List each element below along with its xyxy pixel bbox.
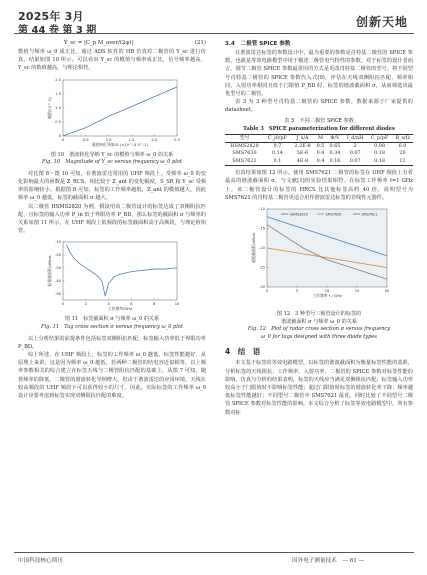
y-tick-label: 0.5 [55,119,61,124]
series-line-0 [63,87,177,136]
x-tick-label: 1.0 [105,137,112,142]
legend-label: SMS7630 [325,212,342,217]
x-tick-label: 10 [174,302,180,307]
table-cell: 0.14 [271,150,283,157]
right-column [225,38,413,417]
x-tick-label: 2.0 [151,137,158,142]
x-axis-label: 工作频率 f / GHz [312,293,342,299]
x-tick-label: 8 [153,302,156,307]
y-tick-label: -40 [55,279,61,284]
figure-11-caption-en: Fig. 11 Tag cross section σ versus frequency ω_0 plot [40,324,184,331]
paragraph: 综上所述，在 UHF 频段上，标签的工作频率 ω_0 越低，标签性能越好。从原理上来讲，这是因为频率 ω_0 越低，若两种二极管的结电容近似相等，以上频率参数相关的综合建立在标签天线与二极管阻抗匹配的基础上。从图 7 可知，随着频率的降低，二极管的谐波转化导纳增大，但由于谐波雷达的应用环境，天线在较高频段的 UHF 频段下可以获得较小的尺寸。因此，实际标签的工作频率 ω_0 设计应要考虑到标签实现双侧阻抗匹配的难度。 [18,352,206,400]
plot-frame [63,242,177,300]
paragraph: 在谐波雷达标签的参数设计中，最为重要的参数是肖特基二极管的 SPICE 参数，也就是等效电路模型中用于描述二极管电气特性的参数。对于标签的设计者而言，调节二极管 SPICE 参数最常用的方式是更改肖特基二极管的型号。将不同型号肖特基二极管的 SPICE 参数代入式(9)，评估在天线双侧阻抗匹配、频率相同，入射功率相同且低于门限值 P_BD 时，标签的谐波截面积 σ，从而筛选出最优型号的二极管。 [225,50,413,98]
section-heading-3-4: 3.4 二极管 SPICE 参数 [225,41,291,47]
y-axis-label: 谐波截面积/dBsm [251,232,256,264]
paragraph: 对比图 8～图 10 可知，在谐波雷达常用的 UHF 频段上，受频率 ω_0 的变化影响最大的函数是 Z_RCS，相比较于 Z_ant 的变化幅度，S_SR 和 Y_sc 受频率的影响较小。根据图 8 可知，标签的工作频率越低，Z_ant 的模值越大，因此频率 ω_0 越低，标签的截面积 σ 越大。 [18,170,206,202]
table-header-cell: R_s/Ω [395,134,410,141]
plot-frame [63,80,177,136]
table-cell: 0.5 [316,143,325,150]
paragraph: 以上分析结果的前提条件包括标签双侧阻抗匹配、标签输入功率低于界限功率 P_BD。 [18,335,206,350]
figure-10-caption-en: Fig. 10 Magnitude of Y_sc versus frequency ω_0 plot [42,159,182,166]
table-header-cell: J_s/A [296,134,309,141]
x-tick-label: 1.5 [128,137,135,142]
legend-label: SMS7621 [361,212,378,217]
x-tick-label: 5 [295,289,299,294]
footer-journal-tag: 中国科技核心期刊 [18,558,63,564]
x-tick-label: 10 [324,289,330,294]
paragraph: 数值与频率 ω_0 成正比。通过 ADS 软件的 HB 仿真对二极管的 Y_sc 进行仿真，结果如图 10 所示。可以看出 Y_sc 的模值与频率成正比，信号频率越高，Y_sc 的数值越高，与理论相符。 [18,49,206,72]
table-cell: 0.34 [329,150,341,157]
y-tick-label: -20 [259,246,265,251]
formula-text: Y_sc = |C_p M_aver/(2φ)| [64,40,134,46]
y-tick-label: -15 [259,226,265,231]
table-3 [225,134,413,167]
table-3-title-en: Table 3 SPICE parameterization for different diodes [243,125,395,132]
left-column [18,38,206,400]
figure-11 [18,238,206,314]
table-cell: 4E-8 [296,157,309,164]
paragraph: 本文基于标签的等效电路模型，以标签的谐波截面积为衡量标签性能的基准，分析标签的天线阻抗、工作频率、入射功率、二极管的 SPICE 参数对标签性能的影响。仿真与分析的结果表明，标签的天线应当满足双侧阻抗匹配；标签输入功率较高小于门限值时不影响标签性能；超过门限值时标签的谐波转化率下降；频率越低标签性能越好；不同型号二极管中 SMS7621 最优。同时比较了不同型号二极管 SPICE 参数对标签性能的影响。本文综合分析了标签等效电路模型中，所有参数对标 [225,360,413,416]
x-tick-label: 4 [107,302,110,307]
table-cell: 0.4 [316,150,325,157]
table-cell: 0.16 [329,157,341,164]
table-cell: 0.65 [329,143,341,150]
table-cell: 0.08 [374,143,385,150]
table-row [225,143,413,151]
y-axis-label: 标签截面积/dBsm [47,255,52,287]
table-cell: 6.0 [398,143,407,150]
y-tick-label: -10 [259,207,265,212]
footer-journal-page: 国外电子测量技术 — 61 — [292,558,365,564]
table-3-title-cn: 表 3 不同二极管 SPICE 参数 [284,117,354,124]
volume-number: 第 44 卷 第 3 期 [18,25,97,36]
table-cell: 5E-6 [296,150,309,157]
footer-rule [14,552,414,553]
x-tick-label: 20 [384,289,390,294]
formula-number: (21) [194,40,206,46]
x-tick-label: 15 [354,289,360,294]
plot-frame [267,209,387,287]
table-header-cell: M [317,134,323,141]
section-heading-4: 4 结 语 [225,347,261,357]
table-cell: 0.07 [349,150,361,157]
x-tick-label: 0 [265,289,269,294]
table-cell: 0.1 [273,157,282,164]
table-cell: 0.07 [349,157,361,164]
chart-10 [37,76,187,150]
y-tick-label: 1.5 [55,91,61,96]
table-cell: SMS7621 [232,157,257,164]
figure-12-caption-en: Fig. 12 Plot of radar cross section σ versus frequency [247,326,391,333]
table-cell: 2.2E-8 [294,143,311,150]
x-tick-label: 2.5 [174,137,180,142]
paragraph: 以二极管 HSMS2820 为例，假设用该二极管设计的标签达成了双侧阻抗匹配，且标签的输入功率 P_in 低于界限功率 P_BD，那么标签的截面积 σ 与频率的关系如图 11 所示。在 UHF 频段上低频段的标签截面积高于高频段，与理论值相符。 [18,203,206,235]
table-cell: 0.18 [374,150,385,157]
paragraph: 表 3 为 3 种型号肖特基二极管的 SPICE 参数，数据来源于厂家提供的 datasheet。 [225,99,413,114]
x-axis-label: 谐波转化导纳/Ω (×10^-4 V^-1) [91,141,149,147]
y-tick-label: -30 [259,285,265,290]
issue-date: 2025年 3月 [18,10,84,23]
legend-label: HSMS2820 [289,212,308,217]
y-tick-label: -20 [55,253,61,258]
header-rule [14,33,414,34]
x-axis-label: 工作频率/GHz [107,306,133,312]
y-tick-label: 2.0 [55,77,61,82]
y-tick-label: 1.0 [55,105,61,110]
chart-11 [37,238,187,314]
table-cell: 12 [399,157,406,164]
formula-21 [18,38,206,48]
table-header-cell: Φ/V [330,134,340,141]
x-tick-label: 0 [61,302,65,307]
table-cell: 2 [353,143,357,150]
figure-12-caption-cn: 图 12 3 种型号二极管设计的标签的 [276,311,362,318]
paragraph: 仿真结果如图 12 所示。使用 SMS7621 二极管的标签在 UHF 频段上有着最高的谐波截面积 σ，与文献[1]的实验结果相符。在标签工作频率 f=1 GHz 上，该二极管设计的标签的 HRCS 比其他标签高约 40 倍，说明型号为 SMS7621 的肖特基二极管更适合用作谐波雷达标签的非线性元器件。 [225,170,413,201]
series-line-0 [66,245,177,297]
y-tick-label: -10 [55,240,61,245]
y-tick-label: -25 [259,265,265,270]
table-cell: 0.18 [374,157,385,164]
figure-12-caption-cn-2: 谐波截面积 σ 与频率 ω_0 的关系 [281,318,357,325]
table-cell: SMS7630 [232,150,257,157]
table-header-cell: 型号 [239,134,250,141]
y-tick-label: -30 [55,266,61,271]
figure-12 [225,205,413,309]
figure-10-caption-cn: 图 10 谐波转化导纳 Y_sc 的模值与频率 ω_0 的关系 [50,151,174,158]
table-row [225,150,413,157]
figure-11-caption-cn: 图 11 标签截面积 σ 与频率 ω_0 的关系 [64,316,160,323]
y-tick-label: 0 [58,133,61,138]
table-row [225,158,413,166]
figure-12-caption-en-2: ω_0 for tags designed with three diode types [260,333,378,340]
x-tick-label: 0.5 [82,137,89,142]
table-cell: 0.7 [273,143,282,150]
chart-12 [239,205,399,309]
x-tick-label: 6 [130,302,133,307]
table-header-cell: C_p/pF [370,134,389,141]
table-cell: 20 [399,150,406,157]
x-tick-label: 0 [61,137,65,142]
table-header-row [225,134,413,142]
figure-10 [18,76,206,150]
y-tick-label: -50 [55,292,61,297]
table-header-cell: I_d/nH [346,134,364,141]
x-tick-label: 2 [84,302,87,307]
table-cell: 0.4 [316,157,325,164]
y-axis-label: 模值/(V^-1) [47,96,52,119]
table-cell: HSMS2820 [230,143,259,150]
table-header-cell: C_j0/pF [267,134,287,141]
column-brand: 创新天地 [356,15,409,29]
